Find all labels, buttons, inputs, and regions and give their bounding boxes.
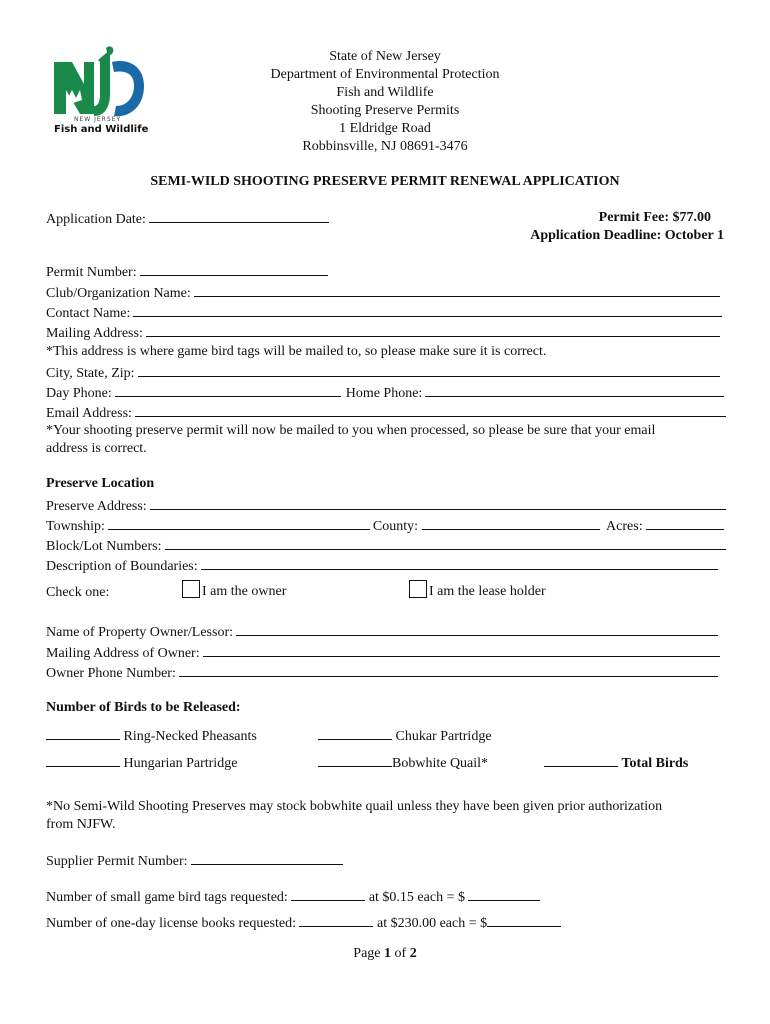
page-total: 2	[409, 946, 417, 961]
email-note-line-1: *Your shooting preserve permit will now be mailed to you when processed, so please be sure that your email	[46, 423, 656, 438]
page-number	[0, 945, 770, 962]
ring-necked-field[interactable]	[46, 726, 120, 740]
tags-count-field[interactable]	[291, 887, 365, 901]
county-label: County:	[372, 519, 419, 534]
bobwhite-field[interactable]	[318, 753, 392, 767]
header-line: Shooting Preserve Permits	[310, 103, 460, 118]
owner-name-field[interactable]	[236, 622, 718, 636]
form-title: SEMI-WILD SHOOTING PRESERVE PERMIT RENEWAL APPLICATION	[150, 174, 620, 189]
permit-number-field[interactable]	[140, 262, 328, 276]
chukar-row	[318, 726, 492, 745]
bobwhite-row	[318, 753, 488, 772]
contact-name-row	[46, 303, 722, 322]
home-phone-label: Home Phone:	[345, 386, 423, 401]
tags-row	[46, 887, 540, 906]
mailing-address-field[interactable]	[146, 323, 720, 337]
lease-option-label: I am the lease holder	[429, 584, 546, 599]
header-line: Robbinsville, NJ 08691-3476	[302, 139, 468, 154]
hungarian-row	[46, 753, 237, 772]
contact-name-field[interactable]	[133, 303, 722, 317]
township-row	[46, 516, 724, 535]
check-one-label: Check one:	[46, 585, 110, 600]
owner-address-row	[46, 643, 720, 662]
city-state-zip-row	[46, 363, 720, 382]
books-label: Number of one-day license books requested:	[46, 916, 296, 931]
boundaries-field[interactable]	[201, 556, 718, 570]
ring-necked-label: Ring-Necked Pheasants	[123, 729, 257, 744]
block-lot-field[interactable]	[165, 536, 727, 550]
city-state-zip-label: City, State, Zip:	[46, 366, 135, 381]
page-of: of	[394, 946, 407, 961]
city-state-zip-field[interactable]	[138, 363, 720, 377]
application-date-field[interactable]	[149, 209, 329, 223]
page-current: 1	[384, 946, 392, 961]
email-note-line-2: address is correct.	[46, 441, 147, 456]
logo-small-text: NEW JERSEY	[74, 116, 122, 123]
owner-name-row	[46, 622, 718, 641]
tags-total-field[interactable]	[468, 887, 540, 901]
bobwhite-note-line-2: from NJFW.	[46, 817, 116, 832]
preserve-heading: Preserve Location	[46, 476, 155, 491]
email-row	[46, 403, 726, 422]
contact-name-label: Contact Name:	[46, 306, 131, 321]
boundaries-label: Description of Boundaries:	[46, 559, 198, 574]
block-lot-label: Block/Lot Numbers:	[46, 539, 162, 554]
books-count-field[interactable]	[299, 913, 373, 927]
total-birds-field[interactable]	[544, 753, 618, 767]
books-total-field[interactable]	[487, 913, 561, 927]
total-birds-row	[544, 753, 688, 772]
supplier-permit-row	[46, 851, 343, 870]
county-field[interactable]	[422, 516, 600, 530]
birds-heading: Number of Birds to be Released:	[46, 700, 241, 715]
tags-price-label: at $0.15 each = $	[368, 890, 465, 905]
permit-number-label: Permit Number:	[46, 265, 137, 280]
bobwhite-label: Bobwhite Quail*	[392, 756, 489, 771]
township-label: Township:	[46, 519, 105, 534]
header-line: State of New Jersey	[329, 49, 441, 64]
owner-name-label: Name of Property Owner/Lessor:	[46, 625, 234, 640]
chukar-label: Chukar Partridge	[395, 729, 492, 744]
owner-option-label: I am the owner	[202, 584, 287, 599]
owner-checkbox[interactable]	[182, 580, 200, 598]
hungarian-field[interactable]	[46, 753, 120, 767]
total-birds-label: Total Birds	[621, 756, 689, 771]
owner-address-label: Mailing Address of Owner:	[46, 646, 200, 661]
owner-address-field[interactable]	[203, 643, 720, 657]
mailing-address-row	[46, 323, 720, 342]
club-name-field[interactable]	[194, 283, 720, 297]
lease-option[interactable]	[409, 580, 546, 600]
books-price-label: at $230.00 each = $	[376, 916, 488, 931]
owner-option[interactable]	[182, 580, 286, 600]
supplier-permit-label: Supplier Permit Number:	[46, 854, 188, 869]
header-line: 1 Eldridge Road	[339, 121, 431, 136]
books-row	[46, 913, 561, 932]
application-deadline: Application Deadline: October 1	[530, 228, 724, 243]
club-name-label: Club/Organization Name:	[46, 286, 191, 301]
application-date	[46, 209, 329, 228]
ring-necked-row	[46, 726, 257, 745]
application-date-label: Application Date:	[46, 212, 146, 227]
hungarian-label: Hungarian Partridge	[123, 756, 238, 771]
supplier-permit-field[interactable]	[191, 851, 343, 865]
address-note: *This address is where game bird tags will be mailed to, so please make sure it is correct.	[46, 344, 547, 359]
phone-row	[46, 383, 724, 402]
chukar-field[interactable]	[318, 726, 392, 740]
day-phone-label: Day Phone:	[46, 386, 112, 401]
permit-fee: Permit Fee: $77.00	[598, 210, 711, 225]
owner-phone-label: Owner Phone Number:	[46, 666, 176, 681]
header-line: Department of Environmental Protection	[270, 67, 500, 82]
header-line: Fish and Wildlife	[336, 85, 434, 100]
agency-header	[0, 48, 770, 156]
block-lot-row	[46, 536, 726, 555]
owner-phone-field[interactable]	[179, 663, 718, 677]
email-field[interactable]	[135, 403, 726, 417]
email-label: Email Address:	[46, 406, 132, 421]
club-name-row	[46, 283, 720, 302]
boundaries-row	[46, 556, 718, 575]
acres-field[interactable]	[646, 516, 724, 530]
preserve-address-field[interactable]	[150, 496, 726, 510]
page-prefix: Page	[353, 946, 381, 961]
home-phone-field[interactable]	[425, 383, 724, 397]
logo-caption: Fish and Wildlife	[54, 124, 149, 135]
tags-label: Number of small game bird tags requested:	[46, 890, 288, 905]
permit-number	[46, 262, 328, 281]
mailing-address-label: Mailing Address:	[46, 326, 143, 341]
acres-label: Acres:	[606, 519, 643, 534]
bobwhite-note-line-1: *No Semi-Wild Shooting Preserves may stock bobwhite quail unless they have been given prior authorization	[46, 799, 663, 814]
preserve-address-label: Preserve Address:	[46, 499, 147, 514]
township-field[interactable]	[108, 516, 370, 530]
preserve-address-row	[46, 496, 726, 515]
day-phone-field[interactable]	[115, 383, 341, 397]
lease-checkbox[interactable]	[409, 580, 427, 598]
owner-phone-row	[46, 663, 718, 682]
